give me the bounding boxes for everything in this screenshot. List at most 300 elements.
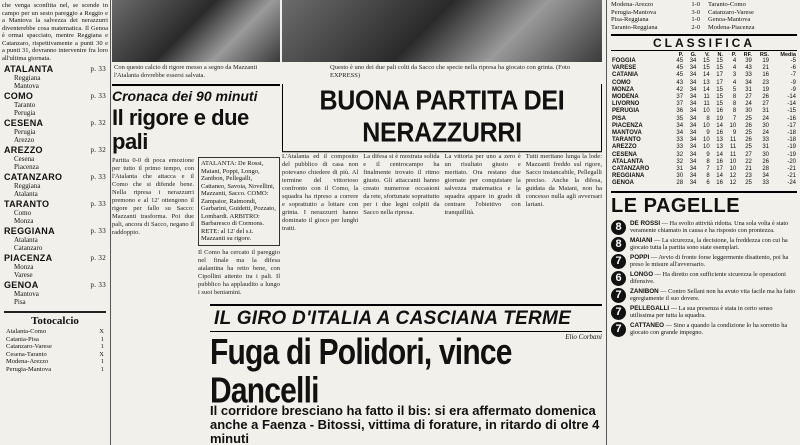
stat-cell: 32 (676, 158, 684, 165)
result-match: Modena-Piacenza (708, 23, 755, 31)
pagella-item (607, 322, 800, 337)
stat-cell: 11 (703, 101, 710, 108)
stat-cell: 4 (732, 58, 737, 64)
formazioni-box: ATALANTA: De Rossi, Maiani, Poppi, Longo, Zanibon, Pellegalli, Cattaneo, Savoia, Novellini, Mazzanti, Sacco. COMO: Zampaior, Raimondi, Garbarini, Guidetti, Pozzato, Lombardi. ARBITRO: Barbaresco di Cormons. RETE: al 12' del s.t. Mazzanti su rigore. (198, 157, 280, 246)
player-name: CATTANEO (630, 321, 665, 329)
stat-cell: 15 (702, 58, 710, 64)
table-row (611, 101, 797, 108)
page-ref: p. 33 (90, 173, 106, 181)
classifica-header-cell: RS. (759, 52, 769, 58)
stat-cell: 34 (689, 151, 697, 158)
page-ref: p. 32 (90, 146, 106, 154)
table-row (611, 116, 797, 123)
opponent-name: Taranto (14, 101, 36, 109)
stat-cell: -18 (787, 137, 796, 144)
result-row (708, 1, 797, 9)
stat-cell: 10 (729, 158, 737, 165)
player-name: POPPI (630, 253, 650, 261)
pagella-item (607, 254, 800, 269)
stat-cell: 31 (676, 166, 684, 173)
toto-sign: X (99, 328, 104, 335)
pagella-text (630, 254, 797, 269)
result-team (4, 64, 106, 74)
classifica-header-cell: G. (690, 52, 697, 58)
stat-cell: 30 (762, 122, 769, 129)
result-row (708, 16, 797, 24)
stat-cell: 34 (745, 79, 752, 86)
result-group (4, 64, 106, 90)
stat-cell: 11 (730, 144, 737, 151)
stat-cell: -17 (787, 122, 796, 129)
page-ref: p. 32 (90, 254, 106, 262)
opponent-name: Mantova (14, 290, 39, 298)
stat-cell: 34 (689, 65, 697, 72)
result-score: 1-0 (691, 16, 700, 23)
opponent-name: Reggiana (14, 74, 41, 82)
result-group (4, 145, 106, 171)
stat-cell: -19 (787, 144, 796, 151)
pagella-text (630, 322, 797, 337)
stat-cell: 25 (745, 130, 752, 137)
stat-cell: 8 (732, 94, 737, 101)
stat-cell: -16 (787, 115, 796, 122)
opponent-name: Cesena (14, 155, 35, 163)
result-team (4, 118, 106, 128)
classifica-header-cell: P. (731, 52, 737, 58)
stat-cell: 16 (716, 158, 723, 165)
team-cell: MODENA (612, 94, 639, 101)
stat-cell: 10 (729, 166, 737, 173)
stat-cell: 30 (745, 108, 752, 115)
table-row (611, 87, 797, 94)
stat-cell: 10 (702, 144, 710, 151)
stat-cell: 21 (762, 65, 769, 72)
stat-cell: 14 (716, 151, 723, 158)
classifica-header-cell: P. (678, 52, 684, 58)
results-top-left (611, 1, 700, 31)
toto-sign: X (99, 350, 104, 358)
classifica-header-cell: V. (704, 52, 710, 58)
pagella-text (630, 271, 797, 286)
stat-cell: 34 (689, 94, 697, 101)
stat-cell: 32 (676, 151, 684, 158)
stat-cell: 10 (702, 122, 710, 129)
stat-cell: 34 (689, 130, 697, 137)
result-team (4, 199, 106, 209)
stat-cell: 16 (716, 130, 723, 137)
result-score: 1-0 (691, 1, 700, 8)
result-match: Genoa-Mantova (708, 16, 751, 23)
main-headline: BUONA PARTITA DEI NERAZZURRI (282, 84, 602, 152)
opponent-name: Catanzaro (14, 244, 43, 252)
opponent-name: Monza (14, 263, 34, 271)
right-column (606, 0, 800, 445)
stat-cell: 28 (762, 166, 769, 173)
stat-cell: 10 (702, 108, 710, 115)
stat-cell: 10 (729, 122, 737, 129)
grade-badge: 7 (611, 288, 626, 303)
stat-cell: -14 (787, 94, 796, 101)
stat-cell: 39 (745, 58, 752, 64)
result-team (4, 280, 106, 290)
stat-cell: 4 (732, 65, 737, 72)
stat-cell: -20 (787, 158, 796, 165)
stat-cell: 12 (729, 180, 737, 187)
opponent-name: Monza (14, 217, 34, 225)
main-text-col-3: La vittoria per uno a zero è un risultato giusto e meritato. Ora restano due giornate per conquistare la salvezza matematica e la squadra appare in grado di centrare l'obiettivo con tranquillità. (444, 153, 521, 216)
team-cell: AREZZO (612, 144, 637, 151)
stat-cell: 37 (676, 94, 684, 101)
team-cell: PIACENZA (612, 122, 643, 129)
team-name: CESENA (4, 118, 44, 128)
table-row (611, 108, 797, 115)
table-row (611, 137, 797, 144)
result-group (4, 226, 106, 252)
player-name: LONGO (630, 270, 654, 278)
stat-cell: 8 (732, 108, 737, 115)
team-cell: CATANIA (612, 72, 639, 79)
result-row (708, 9, 797, 17)
stat-cell: 23 (745, 173, 752, 180)
stat-cell: 25 (745, 180, 752, 187)
result-score: 2-0 (691, 23, 700, 31)
stat-cell: 19 (762, 86, 769, 93)
stat-cell: 43 (676, 79, 684, 86)
stat-cell: 14 (716, 173, 723, 180)
player-name: MAIANI (630, 236, 653, 244)
team-cell: GENOA (612, 180, 635, 187)
stat-cell: 24 (745, 101, 752, 108)
pagella-item (607, 305, 800, 320)
team-cell: COMO (612, 79, 631, 86)
stat-cell: 31 (762, 108, 769, 115)
stat-cell: 34 (689, 58, 697, 64)
pagella-comment: — Avvio di fronte forse leggermente disattento, poi ha preso le misure all'avversario. (630, 253, 789, 269)
stat-cell: 14 (702, 72, 710, 79)
stat-cell: 19 (762, 58, 769, 64)
toto-sign: 1 (100, 335, 104, 343)
stat-cell: 34 (689, 79, 697, 86)
toto-match: Perugia-Mantova (6, 365, 52, 373)
penalty-photo (112, 0, 280, 62)
toto-match: Cesena-Taranto (6, 350, 47, 358)
pagella-text (630, 220, 797, 235)
toto-row (0, 343, 110, 351)
toto-row (0, 366, 110, 374)
stat-cell: 9 (732, 130, 737, 137)
result-row (611, 16, 700, 24)
player-name: DE ROSSI (630, 219, 661, 227)
page-ref: p. 33 (90, 227, 106, 235)
opponent-name: Perugia (14, 128, 36, 136)
opponent-name: Perugia (14, 109, 36, 117)
stat-cell: 34 (689, 158, 697, 165)
stat-cell: 17 (716, 72, 723, 79)
stat-cell: -6 (790, 65, 796, 72)
team-name: CATANZARO (4, 172, 63, 182)
team-name: REGGIANA (4, 226, 55, 236)
opponent-name: Reggiana (14, 182, 41, 190)
opponent-name: Varese (14, 271, 33, 279)
stat-cell: 8 (706, 115, 710, 122)
result-match: Taranto-Reggiana (611, 23, 658, 31)
stat-cell: 16 (716, 108, 723, 115)
team-cell: PISA (612, 115, 627, 122)
result-group (4, 118, 106, 144)
main-text-col-1: L'Atalanta ed il composito del pubblico di casa non potevano chiedere di più. Al termine del vittorioso confronto con il Como, la squadra ha ripreso a correre e soprattutto a lottare con grinta. I nerazzurri hanno dominato il gioco per lunghi tratti. (282, 153, 359, 232)
stat-cell: 30 (676, 173, 684, 180)
stat-cell: 34 (689, 144, 697, 151)
opponent-name: Mantova (14, 82, 39, 90)
toto-sign: 1 (100, 365, 104, 373)
pagella-text (630, 305, 797, 320)
page-ref: p. 33 (90, 92, 106, 100)
result-team (4, 172, 106, 182)
stat-cell: 10 (702, 137, 710, 144)
table-row (611, 130, 797, 137)
page-ref: p. 33 (90, 65, 106, 73)
classifica-table (611, 52, 797, 188)
post-photo (282, 0, 602, 62)
stat-cell: 12 (729, 173, 737, 180)
toto-row (0, 351, 110, 359)
pagella-text (630, 237, 797, 252)
result-team (4, 145, 106, 155)
classifica-title: CLASSIFICA (611, 34, 797, 51)
toto-row (0, 336, 110, 344)
grade-badge: 6 (611, 271, 626, 286)
stat-cell: 35 (676, 115, 684, 122)
stat-cell: -7 (790, 72, 796, 79)
pagelle-title: LE PAGELLE (611, 191, 797, 218)
cronaca-headline: Il rigore e due pali (112, 105, 249, 154)
penalty-photo-caption: Con questo calcio di rigore messo a segno da Mazzanti l'Atalanta dovrebbe essersi salvata. (114, 64, 258, 79)
pagella-item (607, 237, 800, 252)
stat-cell: -18 (787, 130, 796, 137)
stat-cell: 31 (762, 144, 769, 151)
pagella-item (607, 288, 800, 303)
result-group (4, 280, 106, 306)
team-cell: CESENA (612, 151, 638, 158)
opponent-name: Pisa (14, 298, 26, 306)
result-group (4, 199, 106, 225)
stat-cell: 45 (676, 65, 684, 72)
team-cell: TARANTO (612, 137, 641, 144)
opponent-name: Atalanta (14, 190, 38, 198)
stat-cell: 34 (676, 122, 684, 129)
result-match: Taranto-Como (708, 1, 746, 8)
stat-cell: -9 (790, 86, 796, 93)
stat-cell: 34 (689, 122, 697, 129)
stat-cell: -15 (787, 108, 796, 115)
team-name: ATALANTA (4, 64, 54, 74)
page-ref: p. 32 (90, 119, 106, 127)
results-list (0, 62, 110, 309)
result-match: Pisa-Reggiana (611, 16, 649, 23)
team-name: PIACENZA (4, 253, 53, 263)
table-row (611, 94, 797, 101)
totocalcio-list (0, 328, 110, 373)
stat-cell: 11 (703, 94, 710, 101)
stat-cell: 33 (676, 137, 684, 144)
stat-cell: 36 (676, 108, 684, 115)
stat-cell: 34 (689, 101, 697, 108)
stat-cell: -5 (790, 58, 796, 64)
pagella-comment: — La sicurezza, la decisione, la freddezza con cui ha giocato tutta la partita sono state esemplari. (630, 236, 788, 252)
stat-cell: 6 (706, 180, 710, 187)
stat-cell: 15 (716, 65, 723, 72)
stat-cell: 8 (732, 101, 737, 108)
toto-row (0, 358, 110, 366)
stat-cell: 31 (745, 86, 752, 93)
stat-cell: 45 (676, 58, 684, 64)
stat-cell: -21 (787, 166, 796, 173)
team-name: AREZZO (4, 145, 43, 155)
stat-cell: -24 (787, 180, 796, 187)
stat-cell: 43 (745, 65, 752, 72)
pagelle-list (607, 220, 800, 337)
stat-cell: 5 (732, 86, 737, 93)
grade-badge: 7 (611, 254, 626, 269)
stat-cell: 34 (689, 72, 697, 79)
stat-cell: 34 (689, 86, 697, 93)
classifica-header-cell: N. (717, 52, 723, 58)
table-row (611, 180, 797, 187)
stat-cell: 34 (689, 115, 697, 122)
player-name: ZANIBON (630, 287, 659, 295)
stat-cell: 27 (762, 101, 769, 108)
stat-cell: 8 (706, 173, 710, 180)
stat-cell: 33 (745, 72, 752, 79)
cronaca-kicker: Cronaca dei 90 minuti (112, 84, 280, 104)
player-name: PELLEGALLI (630, 304, 670, 312)
result-row (708, 24, 797, 32)
stat-cell: 34 (689, 108, 697, 115)
team-cell: MANTOVA (612, 130, 642, 137)
toto-sign: 1 (100, 343, 104, 350)
table-row (611, 123, 797, 130)
result-team (4, 226, 106, 236)
toto-match: Modena-Arezzo (6, 358, 49, 365)
stat-cell: 25 (745, 144, 752, 151)
stat-cell: 21 (745, 166, 752, 173)
stat-cell: 15 (716, 94, 723, 101)
grade-badge: 7 (611, 305, 626, 320)
result-match: Catanzaro-Varese (708, 8, 754, 16)
main-text-col-2: La difesa si è mostrata solida e il centrocampo ha finalmente trovato il ritmo giusto. Gli attaccanti hanno creato numerose occasioni da rete, sfortunate soprattutto per i due legni colpiti da Sacco nella ripresa. (363, 153, 440, 216)
opponent-name: Como (14, 209, 32, 217)
stat-cell: 34 (689, 173, 697, 180)
pagella-item (607, 220, 800, 235)
result-score: 3-0 (691, 8, 700, 16)
toto-row (0, 328, 110, 336)
stat-cell: 4 (732, 79, 737, 86)
result-match: Modena-Arezzo (611, 1, 654, 8)
stat-cell: 34 (689, 180, 697, 187)
stat-cell: 28 (676, 180, 684, 187)
result-row (611, 1, 700, 9)
cronaca-text: Partita 0-0 di poca emozione per tutto il primo tempo, con l'Atalanta che attacca e il Como che si difende bene. Nella ripresa i nerazzurri premono e al 12' ottengono il rigore per fallo su Sacco: Mazzanti trasforma. Poi due pali, ancora di Sacco, negano il raddoppio. (112, 157, 194, 236)
table-row (611, 58, 797, 65)
stat-cell: 34 (689, 166, 697, 173)
table-row (611, 80, 797, 87)
stat-cell: 9 (706, 151, 710, 158)
classifica-header-cell: RF. (743, 52, 752, 58)
stat-cell: 26 (745, 137, 752, 144)
pagella-comment: — Ha diretto con sufficiente sicurezza le operazioni difensive. (630, 270, 786, 286)
stat-cell: 33 (762, 180, 769, 187)
stat-cell: 22 (745, 158, 752, 165)
giro-headline: Fuga di Polidori, vince Dancelli (210, 332, 512, 411)
table-row (611, 152, 797, 159)
toto-sign: 1 (100, 358, 104, 365)
table-row (611, 166, 797, 173)
toto-match: Catanzaro-Varese (6, 343, 52, 350)
stat-cell: 3 (732, 72, 737, 79)
page-ref: p. 33 (90, 200, 106, 208)
team-name: COMO (4, 91, 34, 101)
table-row (611, 144, 797, 151)
stat-cell: 27 (745, 151, 752, 158)
main-text-col-4: Tutti meritano lunga la lode: Mazzanti freddo sul rigore, Sacco instancabile, Pellegalli preciso. Anche la difesa, guidata da Maiani, non ha concesso nulla agli avversari lariani. (525, 153, 602, 208)
stat-cell: 24 (762, 115, 769, 122)
pagella-text (630, 288, 797, 303)
stat-cell: 11 (730, 137, 737, 144)
results-top-right (708, 1, 797, 31)
stat-cell: 34 (676, 130, 684, 137)
stat-cell: 13 (716, 144, 723, 151)
stat-cell: 15 (716, 58, 723, 64)
team-cell: ATALANTA (612, 158, 644, 165)
toto-match: Catania-Pisa (6, 335, 39, 343)
author-signature: Elio Corbani (565, 333, 602, 341)
team-cell: LIVORNO (612, 101, 640, 108)
result-group (4, 253, 106, 279)
stat-cell: 26 (762, 94, 769, 101)
stat-cell: 15 (702, 65, 710, 72)
stat-cell: 15 (716, 86, 723, 93)
stat-cell: 9 (706, 130, 710, 137)
toto-match: Atalanta-Como (6, 328, 47, 335)
stat-cell: 26 (762, 158, 769, 165)
stat-cell: 34 (762, 173, 769, 180)
grade-badge: 8 (611, 220, 626, 235)
table-row (611, 65, 797, 72)
stat-cell: 26 (745, 122, 752, 129)
pagella-comment: — La sua presenza è stata in certo senso utilissima per tutta la squadra. (630, 304, 773, 320)
stat-cell: -21 (787, 173, 796, 180)
stat-cell: 42 (676, 86, 684, 93)
table-row (611, 159, 797, 166)
result-team (4, 253, 106, 263)
result-match: Perugia-Mantova (611, 8, 657, 16)
pagella-item (607, 271, 800, 286)
table-row (611, 72, 797, 79)
result-group (4, 91, 106, 117)
stat-cell: 14 (702, 86, 710, 93)
stat-cell: 23 (762, 79, 769, 86)
stat-cell: 17 (716, 166, 723, 173)
giro-subtitle: Il corridore bresciano ha fatto il bis: si era affermato domenica anche a Faenza - Bitossi, vittima di forature, in ritardo di oltre 4 minuti (210, 403, 600, 445)
result-row (611, 9, 700, 17)
left-intro-text: che venga sconfitta nel, se scende in campo per un sesto pareggio a Reggio e a Mantova la salvezza dei nerazzurri diventerebbe cosa matematica. Il Genoa è ormai spacciato, mentre Reggiana e Catanzaro, rispettivamente a punti 30 e a punti 31, dovranno intervenire fra loro all'ultima giornata. (2, 2, 108, 62)
stat-cell: 17 (716, 79, 723, 86)
stat-cell: 15 (716, 101, 723, 108)
stat-cell: 30 (762, 151, 769, 158)
page-ref: p. 33 (90, 281, 106, 289)
post-photo-caption: Questo è uno dei due pali colti da Sacco che specie nella ripresa ha giocato con grinta. (Foto EXPRESS) (330, 64, 571, 79)
team-cell: PERUGIA (612, 108, 640, 115)
